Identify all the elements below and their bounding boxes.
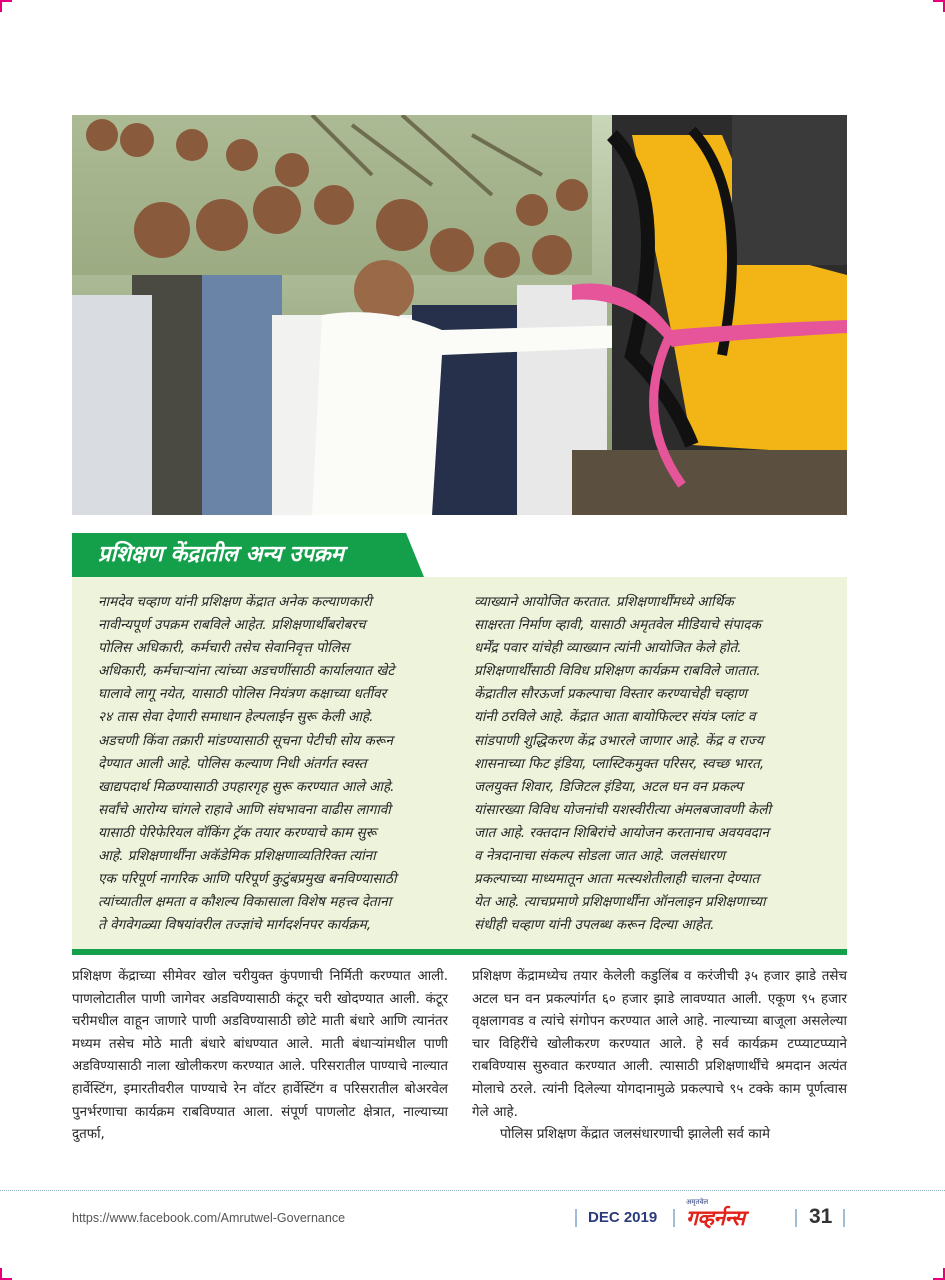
box-right-column [474, 591, 830, 937]
logo-main-text: गव्हर्नन्स [686, 1206, 745, 1230]
box-line: आहे. प्रशिक्षणार्थींना अकॅडेमिक प्रशिक्षणाव्यतिरिक्त त्यांना [98, 848, 376, 865]
box-line: केंद्रातील सौरऊर्जा प्रकल्पाचा विस्तार करण्याचेही चव्हाण [474, 686, 747, 703]
body-paragraph: प्रशिक्षण केंद्रामध्येच तयार केलेली कडुलिंब व करंजीची ३५ हजार झाडे तसेच अटल घन वन प्रकल्पांर्गत ६० हजार झाडे लावण्यात आली. एकूण ९५ हजार वृक्षलागवड व त्यांचे संगोपन करण्यात आले आहे. नाल्याच्या बाजूला असलेल्या चार विहिरींचे खोलीकरण करण्यात आले. हे सर्व कार्यक्रम टप्प्याटप्प्याने राबविण्यास सुरुवात करण्यात आली. त्यासाठी प्रशिक्षणार्थींचे श्रमदान अत्यंत मोलाचे ठरले. त्यांनी दिलेल्या योगदानामुळे प्रकल्पाचे ९५ टक्के काम पूर्णत्वास गेले आहे. [472, 969, 847, 1120]
box-bottom-rule [72, 949, 847, 955]
box-line: प्रकल्पाच्या माध्यमातून आता मत्स्यशेतीलाही चालना देण्यात [474, 871, 760, 888]
section-heading [72, 533, 424, 577]
crop-mark-bottom-left [0, 1268, 12, 1280]
box-line: नामदेव चव्हाण यांनी प्रशिक्षण केंद्रात अनेक कल्याणकारी [98, 594, 372, 610]
magazine-logo [686, 1198, 745, 1230]
body-right-column [472, 966, 847, 1147]
box-line: सांडपाणी शुद्धिकरण केंद्र उभारले जाणार आहे. केंद्र व राज्य [474, 732, 764, 749]
issue-date: DEC 2019 [588, 1209, 658, 1226]
body-left-column [72, 966, 448, 1147]
highlight-box [72, 577, 847, 949]
box-line: देण्यात आली आहे. पोलिस कल्याण निधी अंतर्गत स्वस्त [98, 755, 367, 772]
box-line: नावीन्यपूर्ण उपक्रम राबविले आहेत. प्रशिक्षणार्थींबरोबरच [98, 617, 366, 634]
box-line: खाद्यपदार्थ मिळण्यासाठी उपहारगृह सुरू करण्यात आले आहे. [98, 778, 395, 795]
box-line: शासनाच्या फिट इंडिया, प्लास्टिकमुक्त परिसर, स्वच्छ भारत, [474, 755, 765, 772]
box-line: यांसारख्या विविध योजनांची यशस्वीरीत्या अंमलबजावणी केली [474, 801, 771, 818]
crop-mark-top-right [933, 0, 945, 12]
footer-separator [795, 1209, 797, 1227]
footer-divider [0, 1190, 945, 1191]
crop-mark-bottom-right [933, 1268, 945, 1280]
footer-separator [673, 1209, 675, 1227]
box-line: ते वेगवेगळ्या विषयांवरील तज्ज्ञांचे मार्गदर्शनपर कार्यक्रम, [98, 917, 372, 934]
box-line: येत आहे. त्याचप्रमाणे प्रशिक्षणार्थींना ऑनलाइन प्रशिक्षणाच्या [474, 894, 766, 911]
footer-url-link[interactable]: https://www.facebook.com/Amrutwel-Governance [72, 1211, 346, 1225]
box-line: घालावे लागू नयेत, यासाठी पोलिस नियंत्रण कक्षाच्या धर्तीवर [98, 686, 387, 703]
box-line: त्यांच्यातील क्षमता व कौशल्य विकासाला विशेष महत्त्व देताना [98, 894, 392, 911]
page-number: 31 [809, 1205, 833, 1228]
box-left-column [98, 591, 460, 937]
box-line: व्याख्याने आयोजित करतात. प्रशिक्षणार्थींमध्ये आर्थिक [474, 594, 734, 610]
box-line: धर्मेंद्र पवार यांचेही व्याख्यान त्यांनी आयोजित केले होते. [474, 640, 742, 657]
box-line: जलयुक्त शिवार, डिजिटल इंडिया, अटल घन वन प्रकल्प [474, 778, 743, 795]
box-line: संधीही चव्हाण यांनी उपलब्ध करून दिल्या आहेत. [474, 917, 715, 934]
ribbon-cutting-photo [72, 115, 847, 515]
box-line: जात आहे. रक्तदान शिबिरांचे आयोजन करतानाच अवयवदान [474, 824, 769, 841]
crop-mark-top-left [0, 0, 12, 12]
box-line: २४ तास सेवा देणारी समाधान हेल्पलाईन सुरू केली आहे. [98, 709, 374, 726]
footer-separator [575, 1209, 577, 1227]
section-heading-text: प्रशिक्षण केंद्रातील अन्य उपक्रम [98, 542, 344, 567]
box-line: यांनी ठरविले आहे. केंद्रात आता बायोफिल्टर संयंत्र प्लांट व [474, 709, 756, 726]
logo-small-text: अमृतवेल [686, 1198, 709, 1206]
body-paragraph: पोलिस प्रशिक्षण केंद्रात जलसंधारणाची झालेली सर्व कामे [500, 1127, 771, 1143]
box-line: प्रशिक्षणार्थींसाठी विविध प्रशिक्षण कार्यक्रम राबविले जातात. [474, 663, 761, 680]
box-line: व नेत्रदानाचा संकल्प सोडला जात आहे. जलसंधारण [474, 848, 725, 865]
box-line: सर्वांचे आरोग्य चांगले राहावे आणि संघभावना वाढीस लागावी [98, 801, 391, 818]
box-line: अडचणी किंवा तक्रारी मांडण्यासाठी सूचना पेटीची सोय करून [98, 732, 393, 749]
box-line: एक परिपूर्ण नागरिक आणि परिपूर्ण कुटुंबप्रमुख बनविण्यासाठी [98, 871, 397, 888]
body-paragraph: प्रशिक्षण केंद्राच्या सीमेवर खोल चरीयुक्त कुंपणाची निर्मिती करण्यात आली. पाणलोटातील पाणी जागेवर अडविण्यासाठी कंटूर चरी खोदण्यात आली. कंटूर चरीमधील वाहून जाणारे पाणी अडविण्यासाठी छोटे माती बंधारे आणि त्यानंतर मध्यम तसेच मोठे माती बंधारे बांधण्यात आले. माती बंधाऱ्यांमधील पाणी अडविण्यासाठी नाला खोलीकरण करण्यात आले. परिसरातील पाण्याचे नाल्यात हार्वेस्टिंग, इमारतीवरील पाण्याचे रेन वॉटर हार्वेस्टिंग व परिसरातील बोअरवेल पुनर्भरणाचा कार्यक्रम राबविण्यात आला. संपूर्ण पाणलोट क्षेत्रात, नाल्याच्या दुतर्फा, [72, 969, 448, 1143]
box-line: साक्षरता निर्माण व्हावी, यासाठी अमृतवेल मीडियाचे संपादक [474, 617, 761, 634]
box-line: यासाठी पेरिफेरियल वॉकिंग ट्रॅक तयार करण्याचे काम सुरू [98, 824, 377, 841]
box-line: अधिकारी, कर्मचाऱ्यांना त्यांच्या अडचणींसाठी कार्यालयात खेटे [98, 663, 395, 680]
footer-separator [843, 1209, 845, 1227]
box-line: पोलिस अधिकारी, कर्मचारी तसेच सेवानिवृत्त पोलिस [98, 640, 350, 657]
